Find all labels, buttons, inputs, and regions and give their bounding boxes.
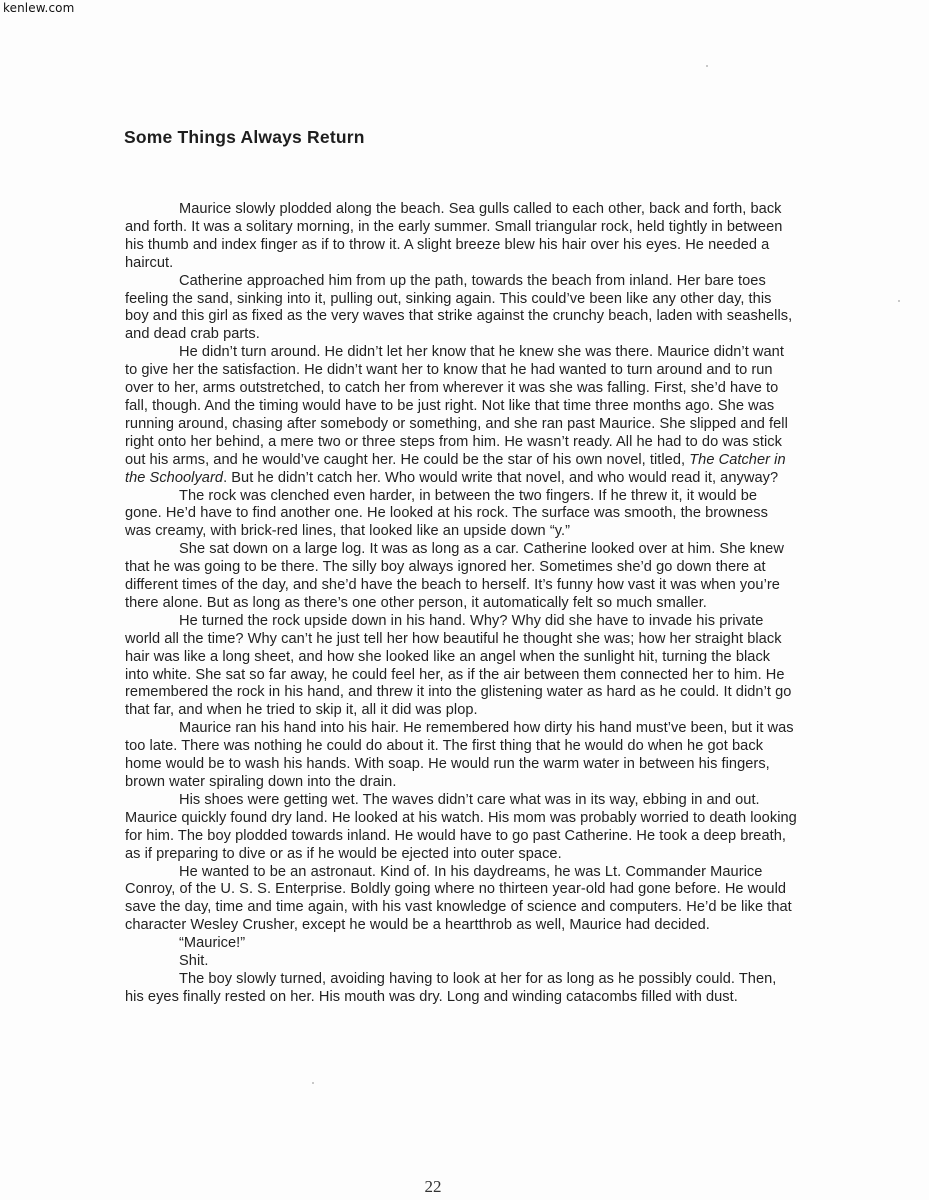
paragraph-7: Maurice ran his hand into his hair. He remembered how dirty his hand must’ve been, but it was too late. There was nothing he could do about it. The first thing that he would do when he got back home would be to wash his hands. With soap. He would run the warm water in between his fingers, brown water spiraling down into the drain. <box>125 720 794 790</box>
paragraph-3 <box>125 344 797 487</box>
paragraph-9: He wanted to be an astronaut. Kind of. In his daydreams, he was Lt. Commander Maurice Conroy, of the U. S. S. Enterprise. Boldly going where no thirteen year-old had gone before. He would save the day, time and time again, with his vast knowledge of science and computers. He’d be like that character Wesley Crusher, except he would be a heartthrob as well, Maurice had decided. <box>125 863 792 934</box>
scan-speck <box>312 1082 314 1084</box>
paragraph-4: The rock was clenched even harder, in between the two fingers. If he threw it, it would be gone. He’d have to find another one. He looked at his rock. The surface was smooth, the browness was creamy, with brick-red lines, that looked like an upside down “y.” <box>125 487 768 540</box>
scan-speck <box>898 300 900 302</box>
paragraph-1: Maurice slowly plodded along the beach. Sea gulls called to each other, back and forth, back and forth. It was a solitary morning, in the early summer. Small triangular rock, held tightly in between his thumb and index finger as if to throw it. A slight breeze blew his hair over his eyes. He needed a haircut. <box>125 201 783 271</box>
story-title: Some Things Always Return <box>124 127 365 147</box>
paragraph-3-text-after: . But he didn’t catch her. Who would write that novel, and who would read it, anyway? <box>223 469 779 486</box>
story-body <box>125 201 797 1007</box>
paragraph-6: He turned the rock upside down in his hand. Why? Why did she have to invade his private world all the time? Why can’t he just tell her how beautiful he thought she was; how her straight black hair was like a long sheet, and how she looked like an angel when the sunlight hit, turning the black into white. She sat so far away, he could feel her, as if the air between them connected her to him. He remembered the rock in his hand, and threw it into the glistening water as hard as he could. It didn’t go that far, and when he tried to skip it, all it did was plop. <box>125 612 792 719</box>
scan-speck <box>706 65 708 67</box>
paragraph-12: The boy slowly turned, avoiding having to look at her for as long as he possibly could. Then, his eyes finally rested on her. His mouth was dry. Long and winding catacombs filled with dust. <box>125 970 777 1005</box>
page-number: 22 <box>424 1177 442 1196</box>
paragraph-5: She sat down on a large log. It was as long as a car. Catherine looked over at him. She knew that he was going to be there. The silly boy always ignored her. Sometimes she’d go down there at different times of the day, and she’d have the beach to herself. It’s funny how vast it was when you’re there alone. But as long as there’s one other person, it automatically felt so much smaller. <box>125 541 784 611</box>
paragraph-2: Catherine approached him from up the path, towards the beach from inland. Her bare toes feeling the sand, sinking into it, pulling out, sinking again. This could’ve been like any other day, this boy and this girl as fixed as the very waves that strike against the crunchy beach, laden with seashells, and dead crab parts. <box>125 272 793 343</box>
novel-title: The Catcher in the Schoolyard <box>125 451 786 486</box>
exclamation-line: Shit. <box>179 953 209 970</box>
paragraph-3-text-before: He didn’t turn around. He didn’t let her know that he knew she was there. Maurice didn’t want to give her the satisfaction. He didn’t want her to know that he had wanted to turn around and to run over to her, arms outstretched, to catch her from wherever it was she was falling. First, she’d have to fall, though. And the timing would have to be just right. Not like that time three months ago. She was running around, chasing after somebody or something, and she ran past Maurice. She slipped and fell right onto her behind, a mere two or three steps from him. He wasn’t ready. All he had to do was stick out his arms, and he would’ve caught her. He could be the star of his own novel, titled, <box>125 344 788 468</box>
dialogue-line: “Maurice!” <box>179 935 246 952</box>
paragraph-8: His shoes were getting wet. The waves didn’t care what was in its way, ebbing in and out. Maurice quickly found dry land. He looked at his watch. His mom was probably worried to death looking for him. The boy plodded towards inland. He would have to go past Catherine. He took a deep breath, as if preparing to dive or as if he would be ejected into outer space. <box>125 791 797 862</box>
site-watermark: kenlew.com <box>3 1 75 15</box>
